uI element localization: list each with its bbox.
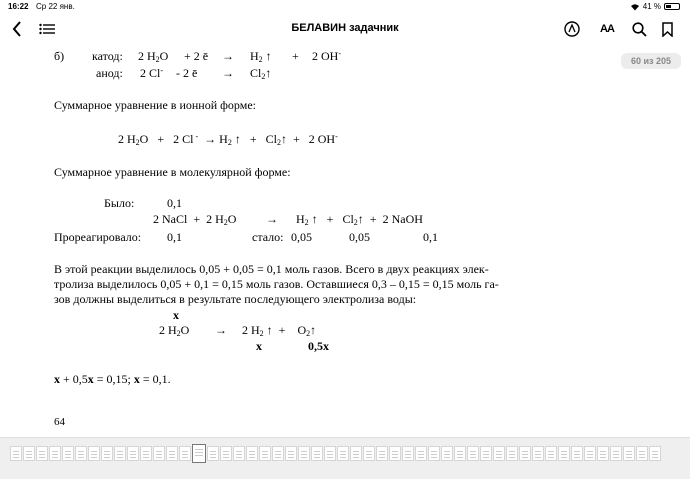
page-thumbnail[interactable]	[324, 446, 336, 461]
page-thumbnail[interactable]	[207, 446, 219, 461]
page-thumbnail[interactable]	[298, 446, 310, 461]
became-naoh: 0,1	[423, 230, 438, 244]
pen-circle-icon	[564, 21, 580, 37]
page-thumbnail[interactable]	[389, 446, 401, 461]
annotate-button[interactable]	[563, 20, 581, 38]
became-h2: 0,05	[291, 230, 312, 244]
reacted-label: Прореагировало:	[54, 230, 142, 244]
water-arrow: →	[215, 323, 227, 337]
page-thumbnail[interactable]	[506, 446, 518, 461]
battery-percent: 41 %	[642, 2, 661, 11]
water-reactant: 2 $H_2O$	[159, 323, 190, 338]
page-thumbnail[interactable]	[75, 446, 87, 461]
page-thumbnail[interactable]	[363, 446, 375, 461]
page-thumbnail[interactable]	[376, 446, 388, 461]
page-thumbnail[interactable]	[49, 446, 61, 461]
page-thumbnail[interactable]	[597, 446, 609, 461]
search-icon	[632, 22, 647, 37]
page-thumbnail[interactable]	[428, 446, 440, 461]
molecular-products: $H_2$ ↑ + $Cl_2↑ + 2$ NaOH	[296, 212, 423, 227]
cathode-plus: +	[292, 49, 299, 63]
page-thumbnail[interactable]	[220, 446, 232, 461]
page-thumbnail[interactable]	[140, 446, 152, 461]
status-time: 16:22	[8, 2, 29, 11]
water-products: 2 $H_2$ ↑ + $O_2↑$	[242, 323, 317, 338]
anode-cl2: $Cl_2↑$	[250, 66, 272, 81]
became-label: стало:	[252, 230, 284, 244]
cathode-arrow: →	[222, 49, 234, 63]
water-x-o2: 0,5x	[308, 339, 329, 353]
page-thumbnail[interactable]	[402, 446, 414, 461]
status-date: Ср 22 янв.	[36, 2, 75, 11]
page-thumbnail[interactable]	[532, 446, 544, 461]
cathode-electrons: + 2 ē	[184, 49, 209, 63]
reacted-value: 0,1	[167, 230, 182, 244]
paragraph-line-2: тролиза выделилось 0,05 + 0,1 = 0,15 моль газов. Оставшиеся 0,3 – 0,15 = 0,15 моль га-	[54, 277, 499, 291]
page-thumbnail[interactable]	[441, 446, 453, 461]
battery-fill	[666, 5, 671, 8]
cathode-h2: $H_2$ ↑	[250, 49, 272, 64]
bookmark-icon	[662, 22, 673, 37]
status-bar	[0, 0, 690, 14]
page-thumbnail[interactable]	[454, 446, 466, 461]
page-thumbnail[interactable]	[285, 446, 297, 461]
anode-label: анод:	[96, 66, 123, 80]
page-thumbnail[interactable]	[623, 446, 635, 461]
page-thumbnail[interactable]	[272, 446, 284, 461]
page-thumbnail[interactable]	[545, 446, 557, 461]
molecular-nacl: 2 NaCl + 2 $H_2O$	[153, 212, 237, 227]
paragraph-line-1: В этой реакции выделилось 0,05 + 0,05 = 0,1 моль газов. Всего в двух реакциях элек-	[54, 262, 489, 276]
thumbnail-row	[10, 446, 661, 463]
page-thumbnail[interactable]	[166, 446, 178, 461]
page-thumbnail[interactable]	[558, 446, 570, 461]
molecular-arrow: →	[266, 212, 278, 226]
page-thumbnail[interactable]	[179, 446, 191, 461]
battery-icon	[664, 3, 680, 10]
page-thumbnail[interactable]	[571, 446, 583, 461]
page-thumbnail[interactable]	[192, 444, 206, 463]
was-label: Было:	[104, 196, 135, 210]
page-thumbnail[interactable]	[649, 446, 661, 461]
page-thumbnail[interactable]	[584, 446, 596, 461]
page-thumbnail[interactable]	[350, 446, 362, 461]
final-equation: x + 0,5x = 0,15; x = 0,1.	[54, 372, 171, 386]
page-thumbnail[interactable]	[467, 446, 479, 461]
page-thumbnail[interactable]	[259, 446, 271, 461]
bookmark-button[interactable]	[660, 20, 674, 38]
font-size-button[interactable]: AA	[600, 23, 614, 35]
status-right	[630, 2, 680, 11]
page-indicator: 60 из 205	[621, 53, 681, 69]
search-button[interactable]	[630, 20, 648, 38]
page-thumbnail[interactable]	[127, 446, 139, 461]
page-thumbnail[interactable]	[415, 446, 427, 461]
anode-arrow: →	[222, 66, 234, 80]
book-title: БЕЛАВИН задачник	[291, 22, 399, 34]
anode-electrons: - 2 ē	[176, 66, 198, 80]
page-thumbnail[interactable]	[480, 446, 492, 461]
document-page	[0, 44, 690, 436]
page-number: 64	[54, 416, 65, 428]
page-thumbnail[interactable]	[337, 446, 349, 461]
page-thumbnail[interactable]	[311, 446, 323, 461]
page-thumbnail[interactable]	[233, 446, 245, 461]
cathode-oh: 2 OH-	[312, 49, 342, 63]
page-thumbnail[interactable]	[10, 446, 22, 461]
page-thumbnail[interactable]	[114, 446, 126, 461]
page-thumbnail[interactable]	[493, 446, 505, 461]
page-thumbnail[interactable]	[88, 446, 100, 461]
paragraph-line-3: зов должны выделиться в результате последующего электролиза воды:	[54, 292, 417, 306]
page-thumbnail[interactable]	[636, 446, 648, 461]
page-thumbnail[interactable]	[519, 446, 531, 461]
page-thumbnail[interactable]	[101, 446, 113, 461]
water-x-top: x	[173, 308, 179, 322]
molecular-heading: Суммарное уравнение в молекулярной форме:	[54, 165, 291, 179]
page-thumbnail[interactable]	[23, 446, 35, 461]
wifi-icon	[630, 3, 640, 11]
item-label: б)	[54, 49, 65, 63]
cathode-equation: 2 $H_2O$	[138, 49, 169, 64]
was-value: 0,1	[167, 196, 182, 210]
page-thumbnail[interactable]	[246, 446, 258, 461]
cathode-label: катод:	[92, 49, 123, 63]
reader-toolbar	[0, 14, 690, 44]
anode-equation: 2 Cl-	[140, 66, 164, 80]
page-thumbnail[interactable]	[62, 446, 74, 461]
ionic-heading: Суммарное уравнение в ионной форме:	[54, 98, 256, 112]
ionic-equation: 2 $H_2O$ + 2 Cl $^- \to H_2$ ↑ + $Cl_2↑$ + 2 OH-	[118, 132, 338, 147]
water-x-h2: x	[256, 339, 262, 353]
page-thumbnail[interactable]	[36, 446, 48, 461]
page-thumbnail[interactable]	[610, 446, 622, 461]
page-scrubber[interactable]	[0, 437, 690, 479]
page-thumbnail[interactable]	[153, 446, 165, 461]
became-cl2: 0,05	[349, 230, 370, 244]
